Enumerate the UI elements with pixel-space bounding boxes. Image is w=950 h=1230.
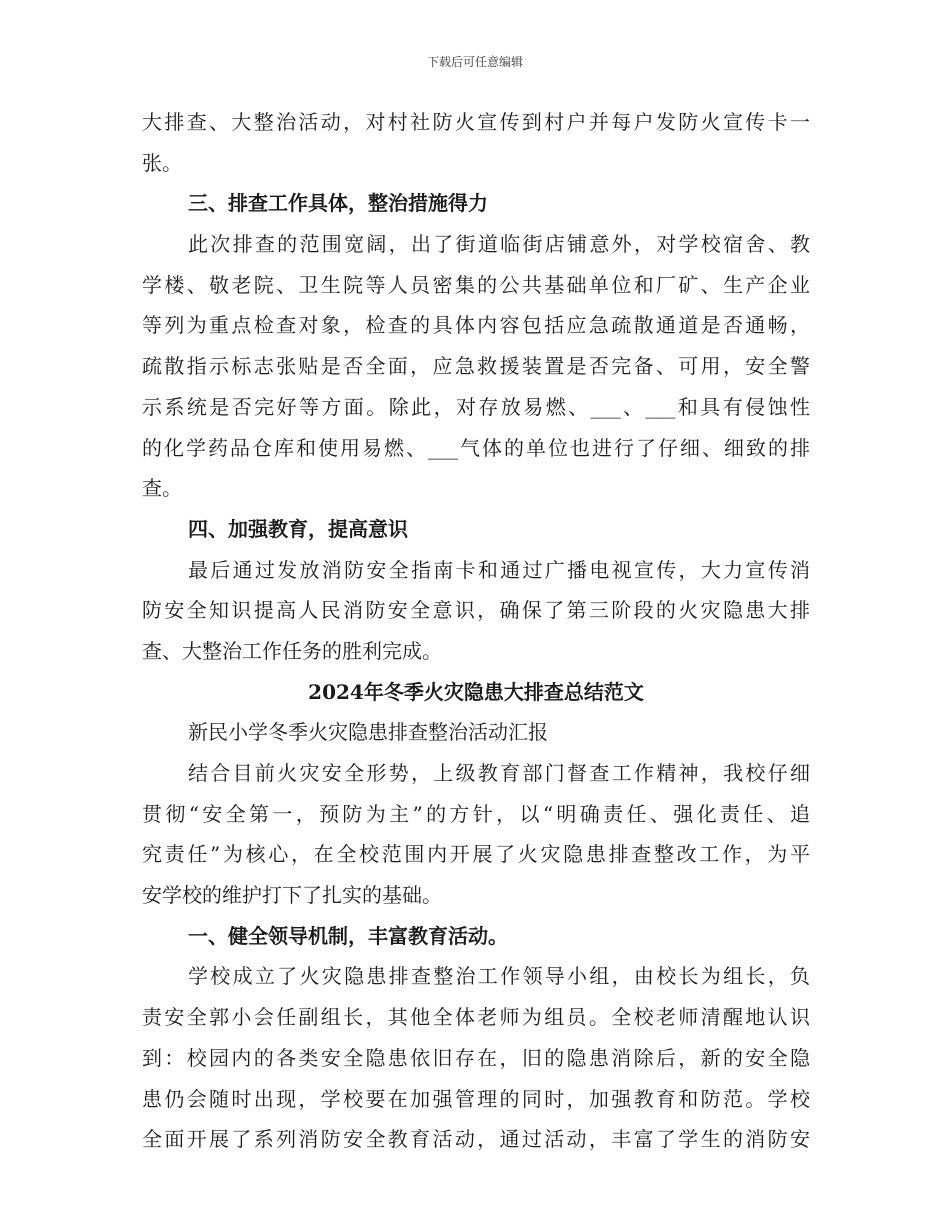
section-heading: 一、健全领导机制，丰富教育活动。 xyxy=(188,923,508,948)
paragraph-line: 最后通过发放消防安全指南卡和通过广播电视宣传，大力宣传消 xyxy=(188,557,810,582)
paragraph-line: 全面开展了系列消防安全教育活动，通过活动，丰富了学生的消防安 xyxy=(142,1127,810,1152)
paragraph-line: 等列为重点检查对象，检查的具体内容包括应急疏散通道是否通畅， xyxy=(142,313,810,338)
document-body xyxy=(142,104,810,1162)
paragraph-line: 患仍会随时出现，学校要在加强管理的同时，加强教育和防范。学校 xyxy=(142,1086,810,1111)
paragraph-line: 结合目前火灾安全形势，上级教育部门督查工作精神，我校仔细 xyxy=(188,761,810,785)
paragraph-line: 安学校的维护打下了扎实的基础。 xyxy=(142,883,442,908)
document-title: 2024年冬季火灾隐患大排查总结范文 xyxy=(308,679,644,704)
paragraph-line: 查、大整治工作任务的胜利完成。 xyxy=(142,638,442,663)
paragraph-line: 疏散指示标志张贴是否全面，应急救援装置是否完备、可用，安全警 xyxy=(142,354,810,379)
paragraph-line: 查。 xyxy=(142,476,182,501)
paragraph-line: 大排查、大整治活动，对村社防火宣传到村户并每户发防火宣传卡一 xyxy=(142,110,810,134)
paragraph-line: 责安全郭小会任副组长，其他全体老师为组员。全校老师清醒地认识 xyxy=(142,1005,810,1030)
paragraph-line: 此次排查的范围宽阔，出了街道临街店铺意外，对学校宿舍、教 xyxy=(188,232,810,257)
page-header-note: 下载后可任意编辑 xyxy=(426,55,523,69)
paragraph-line: 贯彻“安全第一，预防为主”的方针，以“明确责任、强化责任、追 xyxy=(142,801,810,826)
paragraph-line: 学校成立了火灾隐患排查整治工作领导小组，由校长为组长，负 xyxy=(188,964,810,989)
paragraph-line: 究责任”为核心，在全校范围内开展了火灾隐患排查整改工作，为平 xyxy=(142,842,810,867)
section-heading: 四、加强教育，提高意识 xyxy=(188,516,408,541)
paragraph-line: 的化学药品仓库和使用易燃、___气体的单位也进行了仔细、细致的排 xyxy=(142,435,810,460)
paragraph-line: 学楼、敬老院、卫生院等人员密集的公共基础单位和厂矿、生产企业 xyxy=(142,272,810,297)
paragraph-line: 示系统是否完好等方面。除此，对存放易燃、___、___和具有侵蚀性 xyxy=(142,394,810,419)
section-heading: 三、排查工作具体，整治措施得力 xyxy=(188,191,488,216)
subtitle-line: 新民小学冬季火灾隐患排查整治活动汇报 xyxy=(188,720,548,745)
paragraph-line: 防安全知识提高人民消防安全意识，确保了第三阶段的火灾隐患大排 xyxy=(142,598,810,623)
paragraph-line: 张。 xyxy=(142,150,182,175)
paragraph-line: 到：校园内的各类安全隐患依旧存在，旧的隐患消除后，新的安全隐 xyxy=(142,1045,810,1070)
